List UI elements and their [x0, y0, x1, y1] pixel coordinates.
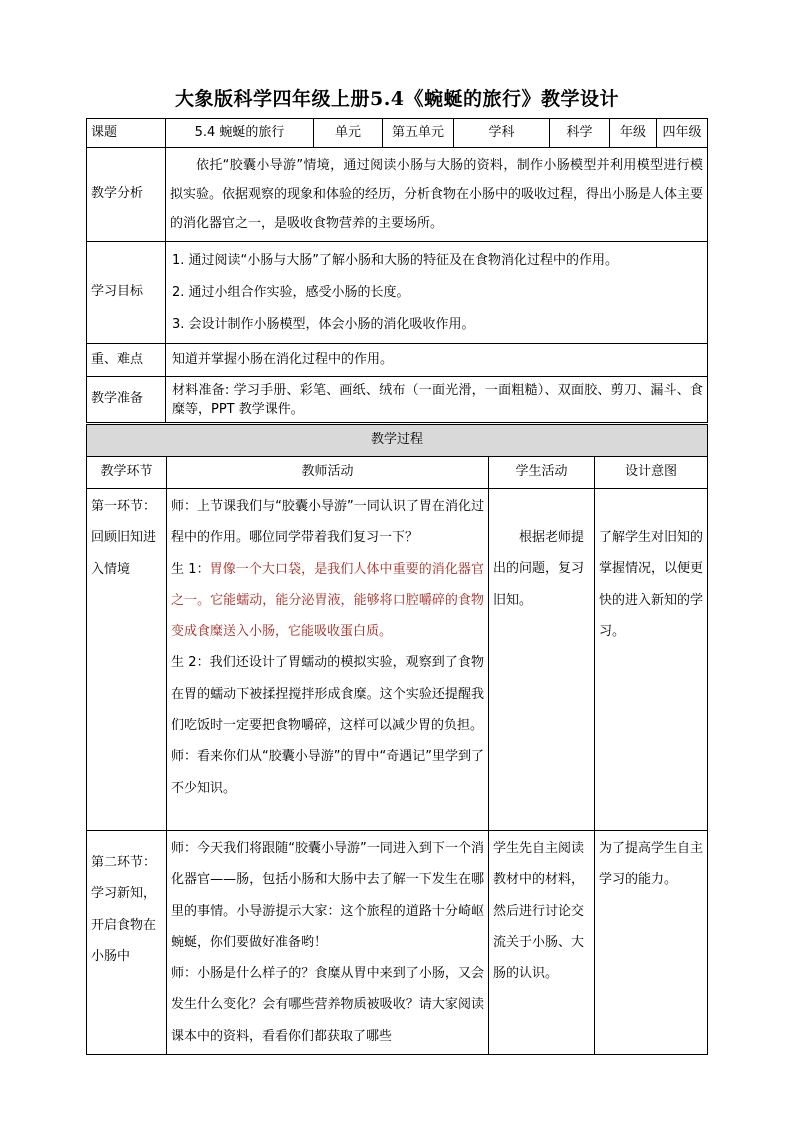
- lesson-info-table: [86, 118, 708, 423]
- column-header: 教师活动: [167, 457, 489, 489]
- column-header: 教学环节: [87, 457, 167, 489]
- teacher-activity-cell: [167, 831, 489, 1055]
- design-intent-cell: 为了提高学生自主学习的能力。: [595, 831, 708, 1055]
- analysis-label: 教学分析: [87, 148, 166, 242]
- analysis-text: 依托“胶囊小导游”情境，通过阅读小肠与大肠的资料，制作小肠模型并利用模型进行模拟实验。依据观察的现象和体验的经历，分析食物在小肠中的吸收过程，得出小肠是人体主要的消化器官之一，是吸收食物营养的主要场所。: [166, 148, 708, 242]
- topic-label: 课题: [87, 119, 166, 148]
- subject-value: 科学: [550, 119, 610, 148]
- process-header: 教学过程: [87, 425, 708, 457]
- student-activity-cell: 根据老师提出的问题，复习旧知。: [489, 489, 595, 831]
- key-points-label: 重、难点: [87, 344, 166, 377]
- teaching-process-table: [86, 424, 708, 1055]
- teacher-line: 生 1：胃像一个大口袋，是我们人体中重要的消化器官之一。它能蠕动，能分泌胃液，能够将口腔嚼碎的食物变成食糜送入小肠，它能吸收蛋白质。: [171, 561, 484, 640]
- unit-label: 单元: [314, 119, 383, 148]
- teacher-line: 师：今天我们将跟随“胶囊小导游”一同进入到下一个消化器官——肠，包括小肠和大肠中去了解一下发生在哪里的事情。小导游提示大家：这个旅程的道路十分崎岖蜿蜒，你们要做好准备哟！: [171, 841, 484, 950]
- stage-cell: 第一环节：回顾旧知进入情境: [87, 489, 167, 831]
- student-answer-highlight: 胃像一个大口袋，是我们人体中重要的消化器官之一。它能蠕动，能分泌胃液，能够将口腔嚼碎的食物变成食糜送入小肠，它能吸收蛋白质。: [171, 561, 484, 640]
- topic-value: 5.4 蜿蜒的旅行: [166, 119, 314, 148]
- column-header: 设计意图: [595, 457, 708, 489]
- preparation-label: 教学准备: [87, 377, 166, 423]
- teacher-activity-cell: [167, 489, 489, 831]
- unit-value: 第五单元: [383, 119, 454, 148]
- table-row: [87, 489, 708, 831]
- goals-label: 学习目标: [87, 242, 166, 344]
- teacher-line: 师：上节课我们与“胶囊小导游”一同认识了胃在消化过程中的作用。哪位同学带着我们复习一下？: [171, 499, 484, 546]
- stage-cell: 第二环节：学习新知，开启食物在小肠中: [87, 831, 167, 1055]
- goal-item: 1. 通过阅读“小肠与大肠”了解小肠和大肠的特征及在食物消化过程中的作用。: [172, 252, 619, 268]
- document-title: 大象版科学四年级上册5.4《蜿蜒的旅行》教学设计: [174, 88, 620, 110]
- grade-value: 四年级: [657, 119, 708, 148]
- grade-label: 年级: [610, 119, 657, 148]
- column-header: 学生活动: [489, 457, 595, 489]
- subject-label: 学科: [454, 119, 550, 148]
- teacher-line: 生 2：我们还设计了胃蠕动的模拟实验，观察到了食物在胃的蠕动下被揉捏搅拌形成食糜。这个实验还提醒我们吃饭时一定要把食物嚼碎，这样可以减少胃的负担。: [171, 655, 484, 734]
- teacher-line: 师：小肠是什么样子的？食糜从胃中来到了小肠，又会发生什么变化？会有哪些营养物质被吸收？请大家阅读课本中的资料，看看你们都获取了哪些: [171, 966, 484, 1044]
- design-intent-cell: 了解学生对旧知的掌握情况，以便更快的进入新知的学习。: [595, 489, 708, 831]
- goal-item: 3. 会设计制作小肠模型，体会小肠的消化吸收作用。: [172, 316, 475, 332]
- table-row: [87, 831, 708, 1055]
- preparation-text: 材料准备: 学习手册、彩笔、画纸、绒布（一面光滑，一面粗糙）、双面胶、剪刀、漏斗、食糜等，PPT 教学课件。: [166, 377, 708, 423]
- key-points-text: 知道并掌握小肠在消化过程中的作用。: [166, 344, 708, 377]
- goals-list: [166, 242, 708, 344]
- teacher-line: 师：看来你们从“胶囊小导游”的胃中“奇遇记”里学到了不少知识。: [171, 749, 484, 796]
- student-activity-cell: 学生先自主阅读教材中的材料，然后进行讨论交流关于小肠、大肠的认识。: [489, 831, 595, 1055]
- goal-item: 2. 通过小组合作实验，感受小肠的长度。: [172, 284, 410, 300]
